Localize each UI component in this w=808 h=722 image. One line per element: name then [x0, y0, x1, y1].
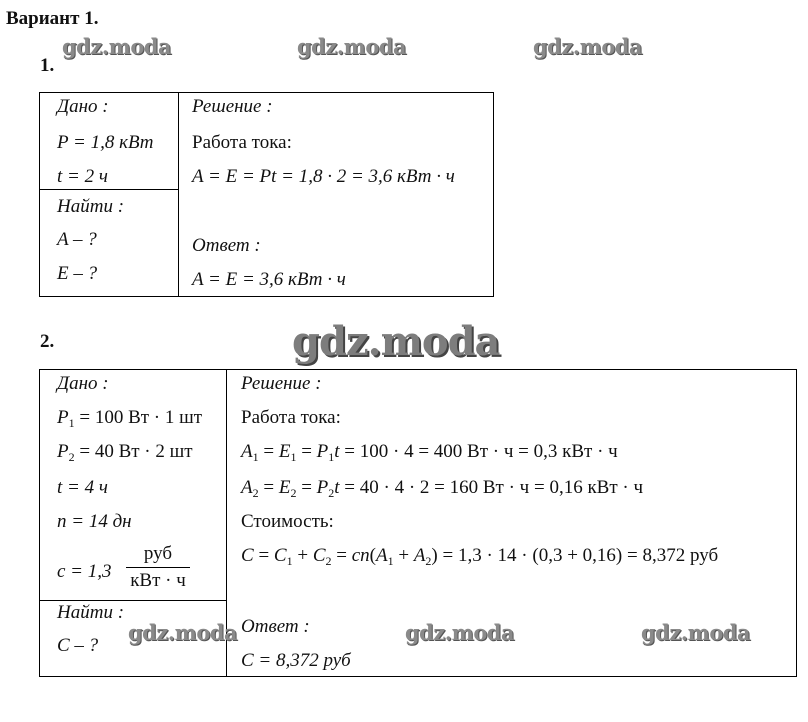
task1-find-label: Найти :	[57, 196, 125, 217]
task2-cost-formula: $C = C_1 + C_2 = cn(A_1 + A_2) = 1,3 \cdot 14 \cdot (0,3 + 0,16) = 8,372$ руб	[241, 545, 719, 568]
task1-table	[39, 92, 494, 297]
task1-solution-line1: Работа тока:	[192, 132, 292, 153]
watermark-large: gdz.moda	[292, 318, 500, 365]
watermark: gdz.moda	[405, 620, 515, 645]
task1-given-t: t = 2 ч	[57, 166, 108, 187]
task1-answer: A = E = 3,6 кВт · ч	[192, 269, 346, 290]
task1-find-e: E – ?	[57, 263, 98, 284]
task2-given-p1: $P_1 = 100$ Вт · 1 шт	[57, 407, 203, 430]
fraction-numerator: руб	[143, 543, 173, 564]
task1-given-label: Дано :	[57, 96, 109, 117]
task2-find-label: Найти :	[57, 602, 125, 623]
task2-answer: C = 8,372 руб	[241, 650, 351, 671]
watermark: gdz.moda	[128, 620, 238, 645]
task2-solution-title: Работа тока:	[241, 407, 341, 428]
task2-given-label: Дано :	[57, 373, 109, 394]
task2-cost-label: Стоимость:	[241, 511, 334, 532]
task2-solution-a2: $A_2 = E_2 = P_2t = 40 \cdot 4 \cdot 2 = 160$ Вт · ч = 0,16 кВт · ч	[241, 477, 644, 500]
task1-solution-label: Решение :	[192, 96, 273, 117]
task2-given-c: c = 1,3	[57, 561, 112, 582]
watermark: gdz.moda	[62, 34, 172, 59]
task2-given-c-fraction	[126, 543, 190, 592]
variant-title: Вариант 1.	[6, 8, 99, 29]
task2-find-c: C – ?	[57, 635, 99, 656]
task2-answer-label: Ответ :	[241, 616, 310, 637]
task2-number: 2.	[40, 331, 55, 352]
task2-given-p2: $P_2 = 40$ Вт · 2 шт	[57, 441, 193, 464]
task2-solution-label: Решение :	[241, 373, 322, 394]
fraction-denominator: кВт · ч	[130, 570, 186, 591]
task1-solution-line2: A = E = Pt = 1,8 · 2 = 3,6 кВт · ч	[192, 166, 455, 187]
watermark: gdz.moda	[641, 620, 751, 645]
watermark: gdz.moda	[533, 34, 643, 59]
task1-answer-label: Ответ :	[192, 235, 261, 256]
task2-given-t: t = 4 ч	[57, 477, 108, 498]
task2-given-n: n = 14 дн	[57, 511, 132, 532]
watermark: gdz.moda	[297, 34, 407, 59]
task2-solution-a1: $A_1 = E_1 = P_1t = 100 \cdot 4 = 400$ Вт · ч = 0,3 кВт · ч	[241, 441, 618, 464]
task1-given-p: P = 1,8 кВт	[57, 132, 154, 153]
task1-find-a: A – ?	[57, 229, 97, 250]
task1-number: 1.	[40, 55, 55, 76]
